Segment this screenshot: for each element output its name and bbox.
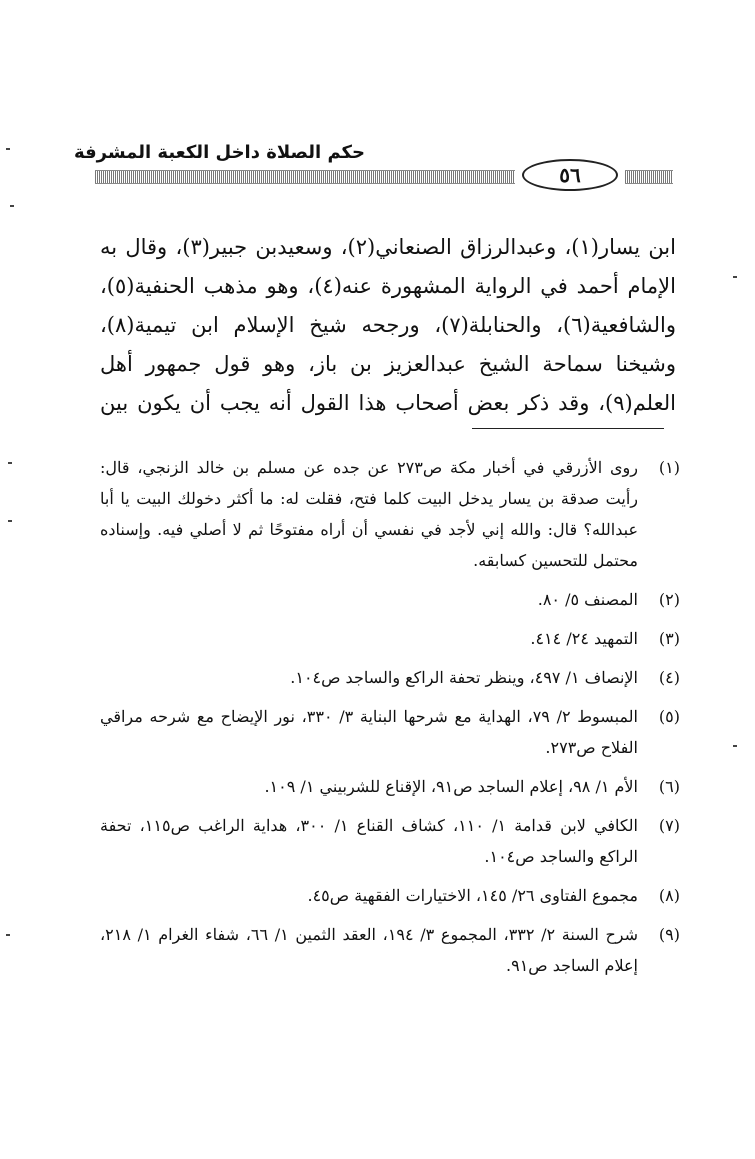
body-line: وشيخنا سماحة الشيخ عبدالعزيز بن باز، وهو قول جمهور أهل [100,352,676,376]
scan-speck [8,462,12,464]
body-line: العلم(٩)، وقد ذكر بعض أصحاب هذا القول أنه يجب أن يكون بين [100,391,676,415]
footnote-number: (٨) [658,886,680,905]
footnote-text: المصنف ٥/ ٨٠. [537,590,638,609]
footnote-item [100,584,680,615]
running-header-title: حكم الصلاة داخل الكعبة المشرفة [73,142,365,163]
body-line: ابن يسار(١)، وعبدالرزاق الصنعاني(٢)، وسعيدبن جبير(٣)، وقال به [100,235,676,259]
footnote-number: (٩) [658,925,680,944]
footnote-number: (٤) [658,668,680,687]
footnote-number: (٦) [658,777,680,796]
footnote-text: شرح السنة ٢/ ٣٣٢، المجموع ٣/ ١٩٤، العقد الثمين ١/ ٦٦، شفاء الغرام ١/ ٢١٨، إعلام الساجد ص٩١. [100,925,639,975]
footnote-number: (٢) [658,590,680,609]
footnote-text: مجموع الفتاوى ٢٦/ ١٤٥، الاختيارات الفقهية ص٤٥. [307,886,638,905]
footnote-text: المبسوط ٢/ ٧٩، الهداية مع شرحها البناية ٣/ ٣٣٠، نور الإيضاح مع شرحه مراقي الفلاح ص٢٧٣. [100,707,638,757]
footnote-item [100,662,680,693]
footnotes-list [100,452,680,989]
footnote-text: الإنصاف ١/ ٤٩٧، وينظر تحفة الراكع والساجد ص١٠٤. [290,668,638,687]
footnote-number: (٣) [658,629,680,648]
footnote-item [100,919,680,981]
header-decorative-band-right [625,170,673,184]
header-decorative-band [95,170,515,184]
scan-speck [10,205,14,207]
footnote-item [100,623,680,654]
scan-speck [6,148,10,150]
scan-speck [733,276,737,278]
footnote-item [100,452,680,576]
footnote-item [100,880,680,911]
page-number: ٥٦ [522,159,618,191]
footnote-number: (٥) [658,707,680,726]
footnote-text: روى الأزرقي في أخبار مكة ص٢٧٣ عن جده عن مسلم بن خالد الزنجي، قال: رأيت صدقة بن يسار يدخل البيت كلما فتح، فقلت له: ما أكثر دخولك البيت يا أبا عبدالله؟ قال: والله إني لأجد في نفسي أن أراه مفتوحًا ثم لا أصلي فيه. وإسناده محتمل للتحسين كسابقه. [100,458,639,570]
scan-speck [733,745,737,747]
scan-speck [6,934,10,936]
footnote-text: الأم ١/ ٩٨، إعلام الساجد ص٩١، الإقناع للشربيني ١/ ١٠٩. [264,777,638,796]
footnote-text: الكافي لابن قدامة ١/ ١١٠، كشاف القناع ١/ ٣٠٠، هداية الراغب ص١١٥، تحفة الراكع والساجد ص١٠٤. [100,816,638,866]
scan-speck [8,520,12,522]
footnote-separator [472,428,664,429]
body-line: الإمام أحمد في الرواية المشهورة عنه(٤)، وهو مذهب الحنفية(٥)، [100,274,676,298]
footnote-item [100,701,680,763]
footnote-item [100,810,680,872]
footnote-number: (٧) [658,816,680,835]
body-line: والشافعية(٦)، والحنابلة(٧)، ورجحه شيخ الإسلام ابن تيمية(٨)، [100,313,676,337]
footnote-item [100,771,680,802]
main-body-text [100,228,676,423]
footnote-number: (١) [658,458,680,477]
footnote-text: التمهيد ٢٤/ ٤١٤. [530,629,638,648]
